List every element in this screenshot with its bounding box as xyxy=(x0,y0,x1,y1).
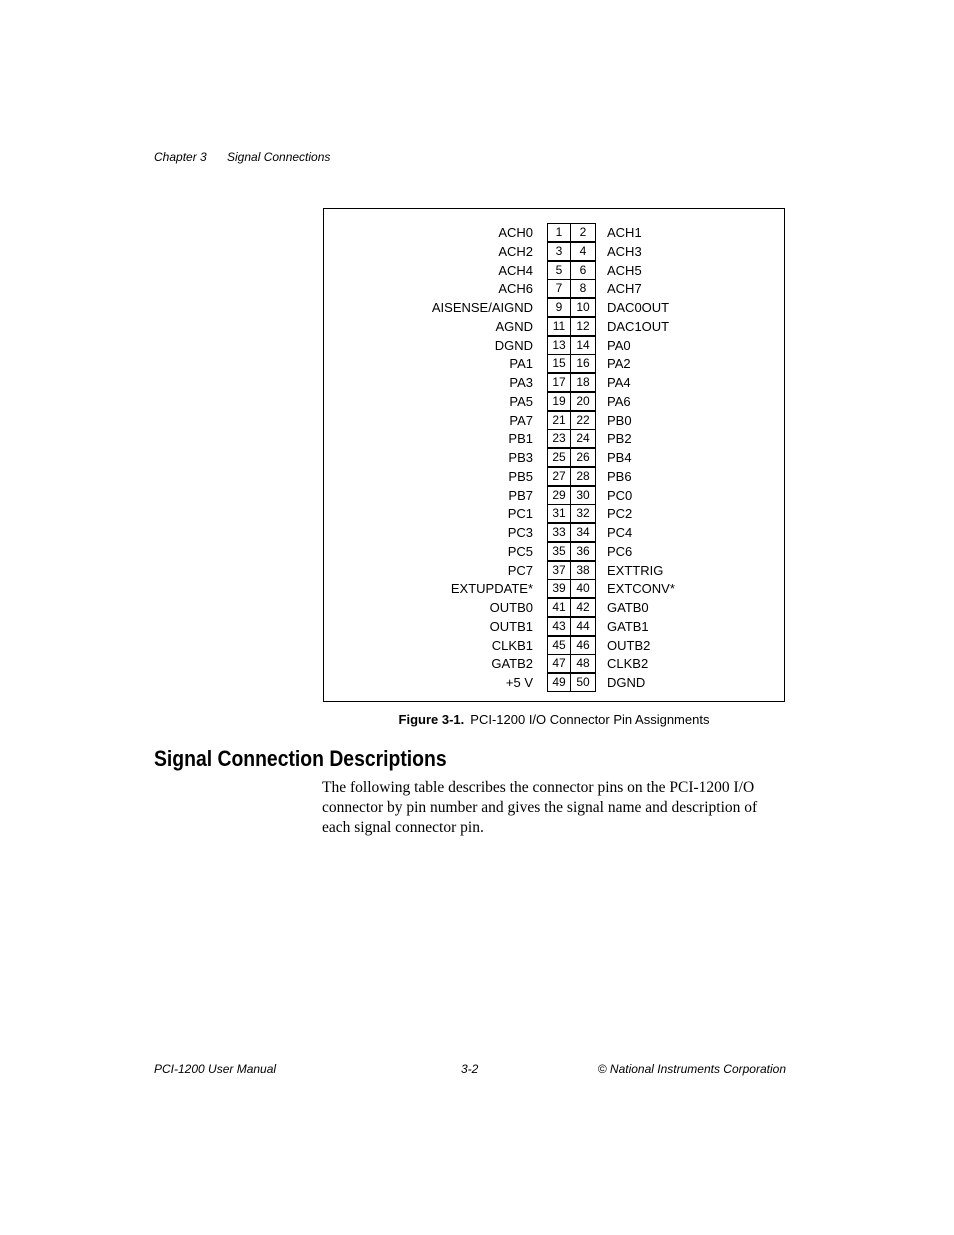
pin-signal-right: PA0 xyxy=(607,337,631,353)
pin-number-odd: 9 xyxy=(547,298,571,317)
pin-number-odd: 33 xyxy=(547,523,571,542)
footer-page-number: 3-2 xyxy=(461,1062,479,1076)
pin-row xyxy=(324,579,784,598)
pin-signal-left: ACH2 xyxy=(498,243,533,259)
pin-number-odd: 43 xyxy=(547,617,571,636)
pin-row xyxy=(324,242,784,261)
pin-number-even: 50 xyxy=(571,673,596,692)
pin-signal-left: AISENSE/AIGND xyxy=(431,300,533,315)
pin-signal-left: OUTB1 xyxy=(489,618,533,634)
connector-pin-diagram xyxy=(323,208,785,702)
section-heading: Signal Connection Descriptions xyxy=(154,746,447,771)
pin-signal-left: PC3 xyxy=(507,525,533,540)
pin-number-even: 6 xyxy=(571,261,596,280)
pin-number-even: 24 xyxy=(571,429,596,448)
section-label: Signal Connections xyxy=(227,150,331,164)
pin-number-even: 34 xyxy=(571,523,596,542)
pin-number-even: 36 xyxy=(571,542,596,561)
pin-signal-right: PC2 xyxy=(607,506,633,522)
pin-signal-right: ACH3 xyxy=(607,243,642,259)
pin-row xyxy=(324,542,784,561)
pin-signal-right: PB6 xyxy=(607,468,632,484)
pin-row xyxy=(324,223,784,242)
pin-number-odd: 31 xyxy=(547,504,571,523)
pin-number-even: 10 xyxy=(571,298,596,317)
pin-number-odd: 41 xyxy=(547,598,571,617)
pin-signal-left: AGND xyxy=(495,318,533,334)
pin-number-odd: 5 xyxy=(547,261,571,280)
pin-number-odd: 7 xyxy=(547,279,571,298)
pin-number-even: 46 xyxy=(571,636,596,655)
pin-signal-left: ACH4 xyxy=(498,262,533,278)
pin-signal-right: GATB1 xyxy=(607,618,649,634)
pin-row xyxy=(324,429,784,448)
pin-signal-left: CLKB1 xyxy=(491,637,533,653)
pin-number-odd: 11 xyxy=(547,317,571,336)
pin-number-odd: 47 xyxy=(547,654,571,673)
pin-signal-left: PA1 xyxy=(509,356,533,372)
pin-signal-right: PC6 xyxy=(607,543,633,559)
page-header xyxy=(154,150,331,164)
pin-signal-left: PC1 xyxy=(507,506,533,522)
pin-number-odd: 35 xyxy=(547,542,571,561)
pin-row xyxy=(324,523,784,542)
pin-row xyxy=(324,467,784,486)
pin-row xyxy=(324,561,784,580)
pin-signal-right: DGND xyxy=(607,675,646,690)
figure-caption-label: Figure 3-1. xyxy=(398,712,465,727)
pin-number-odd: 13 xyxy=(547,336,571,355)
pin-signal-left: ACH0 xyxy=(498,225,533,240)
pin-signal-right: ACH5 xyxy=(607,262,642,278)
pin-signal-left: GATB2 xyxy=(491,656,533,672)
pin-number-even: 48 xyxy=(571,654,596,673)
pin-row xyxy=(324,486,784,505)
pin-signal-right: PC4 xyxy=(607,525,633,540)
pin-signal-left: ACH6 xyxy=(498,281,533,297)
pin-signal-right: PB4 xyxy=(607,450,632,465)
pin-number-odd: 49 xyxy=(547,673,571,692)
pin-row xyxy=(324,392,784,411)
pin-row xyxy=(324,261,784,280)
pin-signal-right: PA2 xyxy=(607,356,631,372)
pin-number-even: 18 xyxy=(571,373,596,392)
pin-number-odd: 1 xyxy=(547,223,571,242)
pin-signal-left: PB1 xyxy=(508,431,533,447)
pin-row xyxy=(324,317,784,336)
pin-signal-right: PA4 xyxy=(607,375,631,390)
pin-number-odd: 25 xyxy=(547,448,571,467)
pin-signal-right: ACH1 xyxy=(607,225,642,240)
pin-number-even: 14 xyxy=(571,336,596,355)
pin-signal-right: DAC1OUT xyxy=(607,318,670,334)
pin-signal-left: PA5 xyxy=(509,393,533,409)
footer-copyright: © National Instruments Corporation xyxy=(597,1062,786,1076)
pin-signal-right: PB0 xyxy=(607,412,632,428)
pin-signal-left: PB7 xyxy=(508,487,533,503)
pin-number-even: 4 xyxy=(571,242,596,261)
pin-number-even: 38 xyxy=(571,561,596,580)
pin-signal-right: PC0 xyxy=(607,487,633,503)
pin-row xyxy=(324,448,784,467)
pin-number-even: 42 xyxy=(571,598,596,617)
pin-number-even: 32 xyxy=(571,504,596,523)
pin-row xyxy=(324,411,784,430)
pin-row xyxy=(324,673,784,692)
pin-signal-left: EXTUPDATE* xyxy=(450,581,533,597)
pin-signal-left: PC7 xyxy=(507,562,533,578)
pin-number-even: 2 xyxy=(571,223,596,242)
chapter-label: Chapter 3 xyxy=(154,150,207,164)
pin-number-even: 8 xyxy=(571,279,596,298)
pin-signal-left: PA7 xyxy=(509,412,533,428)
pin-row xyxy=(324,598,784,617)
pin-row xyxy=(324,504,784,523)
pin-signal-left: PB3 xyxy=(508,450,533,465)
pin-signal-left: +5 V xyxy=(505,675,533,690)
pin-signal-left: PB5 xyxy=(508,468,533,484)
pin-row xyxy=(324,298,784,317)
pin-number-odd: 21 xyxy=(547,411,571,430)
pin-number-odd: 29 xyxy=(547,486,571,505)
pin-number-odd: 23 xyxy=(547,429,571,448)
pin-number-odd: 15 xyxy=(547,354,571,373)
pin-signal-right: ACH7 xyxy=(607,281,642,297)
section-body-paragraph: The following table describes the connector pins on the PCI-1200 I/O connector by pin number and gives the signal name and description of each signal connector pin. xyxy=(322,779,758,836)
pin-signal-right: DAC0OUT xyxy=(607,300,670,315)
pin-number-even: 30 xyxy=(571,486,596,505)
pin-number-even: 26 xyxy=(571,448,596,467)
pin-row xyxy=(324,279,784,298)
pin-signal-right: EXTCONV* xyxy=(607,581,675,597)
pin-number-odd: 37 xyxy=(547,561,571,580)
pin-number-odd: 27 xyxy=(547,467,571,486)
pin-row xyxy=(324,354,784,373)
pin-number-even: 28 xyxy=(571,467,596,486)
pin-signal-right: PA6 xyxy=(607,393,631,409)
footer-manual-title: PCI-1200 User Manual xyxy=(154,1062,277,1076)
pin-number-even: 20 xyxy=(571,392,596,411)
pin-signal-right: GATB0 xyxy=(607,600,649,615)
pin-signal-right: PB2 xyxy=(607,431,632,447)
pin-number-odd: 45 xyxy=(547,636,571,655)
pin-row xyxy=(324,373,784,392)
pin-signal-right: OUTB2 xyxy=(607,637,651,653)
pin-row xyxy=(324,636,784,655)
pin-signal-left: OUTB0 xyxy=(489,600,533,615)
pin-row xyxy=(324,617,784,636)
pin-number-odd: 3 xyxy=(547,242,571,261)
pin-signal-right: EXTTRIG xyxy=(607,562,664,578)
pin-number-even: 40 xyxy=(571,579,596,598)
pin-number-odd: 17 xyxy=(547,373,571,392)
pin-number-even: 16 xyxy=(571,354,596,373)
pin-signal-left: PA3 xyxy=(509,375,533,390)
pin-signal-right: CLKB2 xyxy=(607,656,649,672)
pin-number-even: 44 xyxy=(571,617,596,636)
figure-caption xyxy=(323,712,785,727)
pin-number-even: 22 xyxy=(571,411,596,430)
pin-number-odd: 39 xyxy=(547,579,571,598)
pin-signal-left: PC5 xyxy=(507,543,533,559)
pin-number-odd: 19 xyxy=(547,392,571,411)
pin-number-even: 12 xyxy=(571,317,596,336)
pin-row xyxy=(324,654,784,673)
figure-caption-text: PCI-1200 I/O Connector Pin Assignments xyxy=(470,712,710,727)
pin-row xyxy=(324,336,784,355)
pin-signal-left: DGND xyxy=(494,337,533,353)
